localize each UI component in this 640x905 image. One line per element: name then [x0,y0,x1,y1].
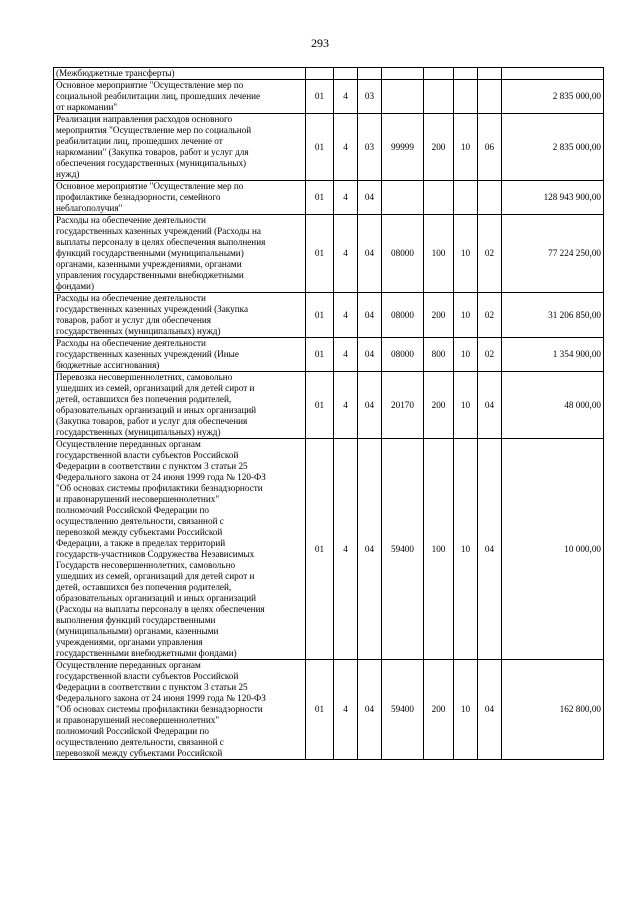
row-subprogram-code: 4 [334,80,358,114]
row-subsection: 02 [478,215,502,293]
row-amount: 2 835 000,00 [502,114,604,181]
row-section: 10 [454,372,478,439]
row-program-code: 01 [306,80,334,114]
row-section: 10 [454,660,478,760]
row-program-code: 01 [306,293,334,338]
row-subprogram-code: 4 [334,181,358,215]
row-direction-code [382,181,424,215]
row-event-code: 04 [358,660,382,760]
row-direction-code: 20170 [382,372,424,439]
row-event-code: 04 [358,215,382,293]
row-program-code: 01 [306,114,334,181]
row-expense-type: 100 [424,439,454,660]
row-direction-code: 99999 [382,114,424,181]
table-row [54,80,604,114]
row-subsection: 04 [478,439,502,660]
row-direction-code: 08000 [382,338,424,372]
row-amount: 128 943 900,00 [502,181,604,215]
row-expense-type [424,80,454,114]
row-description: Расходы на обеспечение деятельности государственных казенных учреждений (Иные бюджетные ассигнования) [54,338,306,372]
row-description: (Межбюджетные трансферты) [54,68,306,80]
row-program-code: 01 [306,439,334,660]
row-amount [502,68,604,80]
row-section: 10 [454,293,478,338]
row-description: Основное мероприятие "Осуществление мер по профилактике безнадзорности, семейного неблагополучия" [54,181,306,215]
row-expense-type: 200 [424,293,454,338]
row-section [454,68,478,80]
row-event-code: 03 [358,114,382,181]
row-event-code: 04 [358,338,382,372]
row-subprogram-code [334,68,358,80]
row-expense-type: 800 [424,338,454,372]
row-subprogram-code: 4 [334,338,358,372]
row-amount: 2 835 000,00 [502,80,604,114]
row-amount: 48 000,00 [502,372,604,439]
row-subprogram-code: 4 [334,372,358,439]
row-direction-code: 59400 [382,439,424,660]
table-row [54,68,604,80]
table-row [54,338,604,372]
row-direction-code: 08000 [382,293,424,338]
row-subprogram-code: 4 [334,114,358,181]
row-amount: 10 000,00 [502,439,604,660]
row-event-code: 04 [358,372,382,439]
row-expense-type: 100 [424,215,454,293]
row-subprogram-code: 4 [334,215,358,293]
row-description: Расходы на обеспечение деятельности государственных казенных учреждений (Закупка товаров, работ и услуг для обеспечения государственных (муниципальных) нужд) [54,293,306,338]
row-subsection: 04 [478,372,502,439]
row-description: Расходы на обеспечение деятельности государственных казенных учреждений (Расходы на выплаты персоналу в целях обеспечения выполнения функций государственными (муниципальными) органами, казенными учреждениями, органами управления государственными внебюджетными фондами) [54,215,306,293]
row-event-code: 04 [358,439,382,660]
row-subprogram-code: 4 [334,660,358,760]
row-description: Перевозка несовершеннолетних, самовольно ушедших из семей, организаций для детей сирот и детей, оставшихся без попечения родителей, образовательных организаций и иных организаций (Закупка товаров, работ и услуг для обеспечения государственных (муниципальных) нужд) [54,372,306,439]
row-event-code: 03 [358,80,382,114]
row-section: 10 [454,439,478,660]
row-event-code: 04 [358,293,382,338]
row-expense-type: 200 [424,114,454,181]
row-event-code [358,68,382,80]
row-subsection [478,68,502,80]
row-description: Осуществление переданных органам государственной власти субъектов Российской Федерации в соответствии с пунктом 3 статьи 25 Федерального закона от 24 июня 1999 года № 120-ФЗ "Об основах системы профилактики безнадзорности и правонарушений несовершеннолетних" полномочий Российской Федерации по осуществлению деятельности, связанной с перевозкой между субъектами Российской [54,660,306,760]
table-row [54,181,604,215]
row-subsection: 02 [478,338,502,372]
table-row [54,114,604,181]
row-subsection: 06 [478,114,502,181]
row-section: 10 [454,338,478,372]
table-row [54,215,604,293]
row-expense-type [424,68,454,80]
row-direction-code [382,68,424,80]
row-section [454,181,478,215]
row-subprogram-code: 4 [334,439,358,660]
row-description: Осуществление переданных органам государственной власти субъектов Российской Федерации в соответствии с пунктом 3 статьи 25 Федерального закона от 24 июня 1999 года № 120-ФЗ "Об основах системы профилактики безнадзорности и правонарушений несовершеннолетних" полномочий Российской Федерации по осуществлению деятельности, связанной с перевозкой между субъектами Российской Федерации, а также в пределах территорий государств-участников Содружества Независимых Государств несовершеннолетних, самовольно ушедших из семей, организаций для детей сирот и детей, оставшихся без попечения родителей, образовательных организаций и иных организаций (Расходы на выплаты персоналу в целях обеспечения выполнения функций государственными (муниципальными) органами, казенными учреждениями, органами управления государственными внебюджетными фондами) [54,439,306,660]
row-expense-type [424,181,454,215]
row-amount: 77 224 250,00 [502,215,604,293]
table-row [54,439,604,660]
table-row [54,660,604,760]
budget-table [53,67,604,760]
table-row [54,372,604,439]
row-program-code: 01 [306,372,334,439]
row-subsection: 02 [478,293,502,338]
row-expense-type: 200 [424,660,454,760]
row-section: 10 [454,114,478,181]
row-program-code [306,68,334,80]
row-program-code: 01 [306,181,334,215]
row-description: Реализация направления расходов основного мероприятия "Осуществление мер по социальной реабилитации лиц, прошедших лечение от наркомании" (Закупка товаров, работ и услуг для обеспечения государственных (муниципальных) нужд) [54,114,306,181]
row-subprogram-code: 4 [334,293,358,338]
row-subsection [478,80,502,114]
row-amount: 162 800,00 [502,660,604,760]
row-amount: 31 206 850,00 [502,293,604,338]
row-subsection: 04 [478,660,502,760]
table-row [54,293,604,338]
row-description: Основное мероприятие "Осуществление мер по социальной реабилитации лиц, прошедших лечение от наркомании" [54,80,306,114]
row-direction-code: 08000 [382,215,424,293]
row-program-code: 01 [306,660,334,760]
row-amount: 1 354 900,00 [502,338,604,372]
row-subsection [478,181,502,215]
row-expense-type: 200 [424,372,454,439]
page-number: 293 [311,36,329,50]
row-section: 10 [454,215,478,293]
row-event-code: 04 [358,181,382,215]
row-program-code: 01 [306,338,334,372]
row-direction-code [382,80,424,114]
row-program-code: 01 [306,215,334,293]
row-section [454,80,478,114]
row-direction-code: 59400 [382,660,424,760]
